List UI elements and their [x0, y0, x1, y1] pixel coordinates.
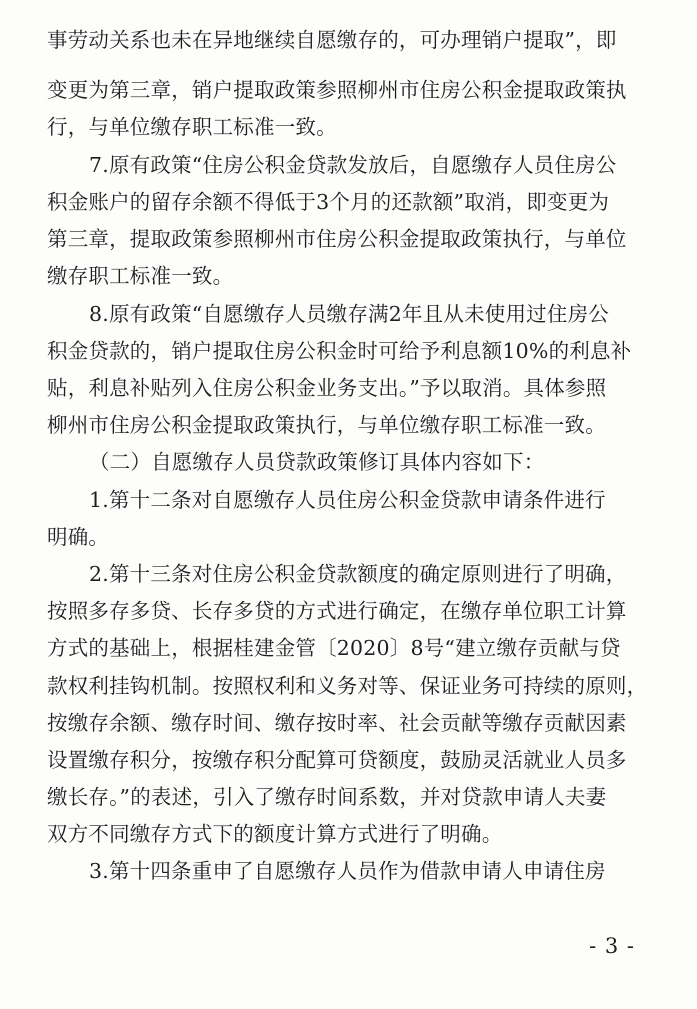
- page-number: - 3 -: [589, 934, 635, 958]
- text-line-10: 贴，利息补贴列入住房公积金业务支出。”予以取消。具体参照: [47, 376, 607, 400]
- text-line-19: 按缴存余额、缴存时间、缴存按时率、社会贡献等缴存贡献因素: [47, 711, 627, 735]
- text-line-23: 3.第十四条重申了自愿缴存人员作为借款申请人申请住房: [89, 859, 606, 883]
- text-line-4: 7.原有政策“住房公积金贷款发放后，自愿缴存人员住房公: [89, 153, 617, 177]
- text-line-7: 缴存职工标准一致。: [47, 264, 234, 288]
- text-line-17: 方式的基础上，根据桂建金管〔2020〕8号“建立缴存贡献与贷: [47, 636, 621, 660]
- text-line-22: 双方不同缴存方式下的额度计算方式进行了明确。: [47, 822, 503, 846]
- text-line-16: 按照多存多贷、长存多贷的方式进行确定，在缴存单位职工计算: [47, 599, 627, 623]
- text-line-20: 设置缴存积分，按缴存积分配算可贷额度，鼓励灵活就业人员多: [47, 748, 627, 772]
- text-line-14: 明确。: [47, 525, 110, 549]
- text-line-9: 积金贷款的，销户提取住房公积金时可给予利息额10%的利息补: [47, 339, 632, 363]
- text-line-13: 1.第十二条对自愿缴存人员住房公积金贷款申请条件进行: [89, 488, 606, 512]
- section-heading: （二）自愿缴存人员贷款政策修订具体内容如下：: [89, 450, 545, 474]
- text-line-2: 变更为第三章，销户提取政策参照柳州市住房公积金提取政策执: [47, 78, 627, 102]
- text-line-1: 事劳动关系也未在异地继续自愿缴存的，可办理销户提取”，即: [47, 28, 617, 52]
- text-line-5: 积金账户的留存余额不得低于3个月的还款额”取消，即变更为: [47, 190, 610, 214]
- text-line-21: 缴长存。”的表述，引入了缴存时间系数，并对贷款申请人夫妻: [47, 785, 607, 809]
- text-line-8: 8.原有政策“自愿缴存人员缴存满2年且从未使用过住房公: [89, 302, 609, 326]
- text-line-11: 柳州市住房公积金提取政策执行，与单位缴存职工标准一致。: [47, 413, 606, 437]
- text-line-15: 2.第十三条对住房公积金贷款额度的确定原则进行了明确，: [89, 562, 627, 586]
- text-line-18: 款权利挂钩机制。按照权利和义务对等、保证业务可持续的原则，: [47, 674, 648, 698]
- text-line-3: 行，与单位缴存职工标准一致。: [47, 115, 337, 139]
- text-line-6: 第三章，提取政策参照柳州市住房公积金提取政策执行，与单位: [47, 227, 627, 251]
